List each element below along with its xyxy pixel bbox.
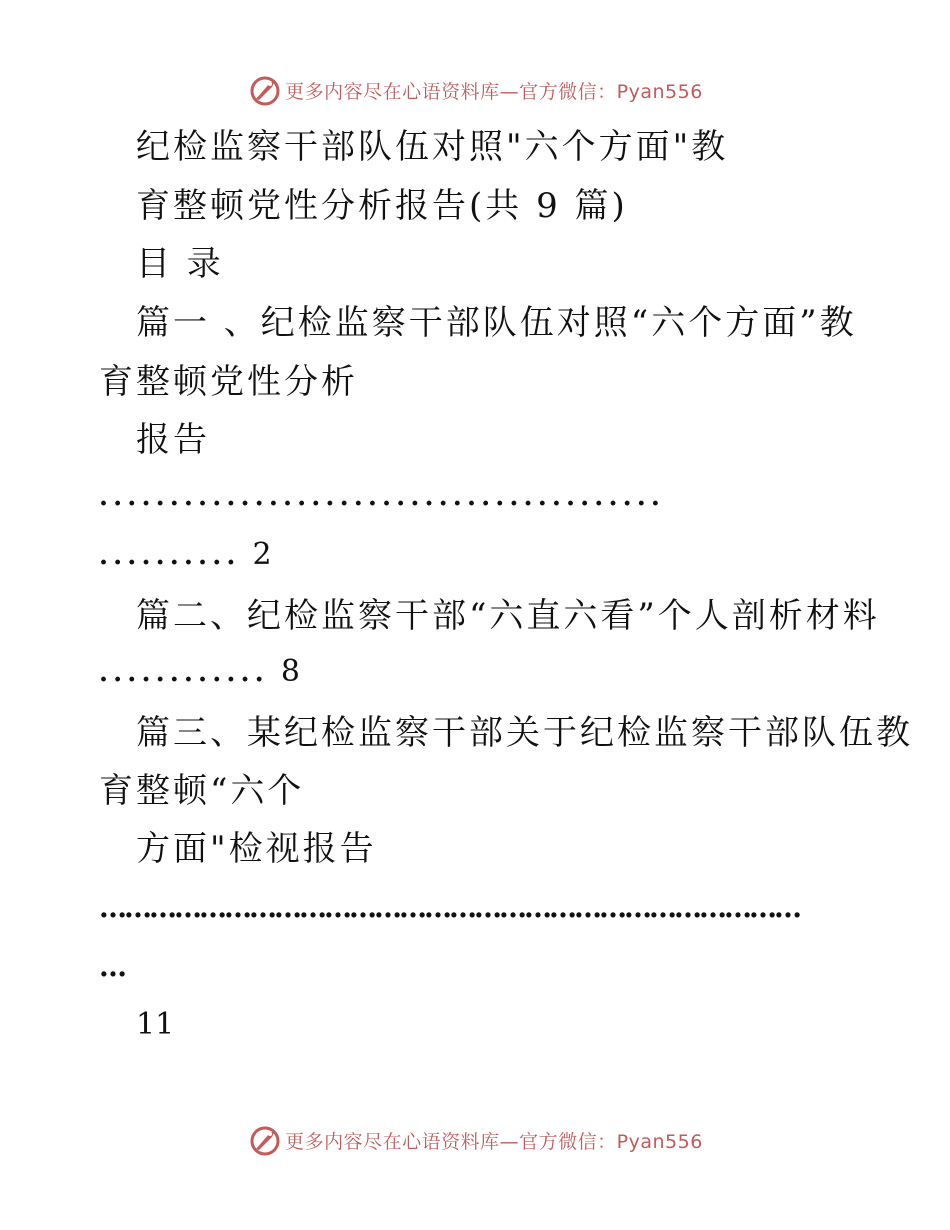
toc-entry-2-page: 8 <box>280 654 300 689</box>
pen-nib-circle-icon <box>247 72 283 108</box>
toc-entry-3-line-3: 方面"检视报告 <box>136 829 377 869</box>
footer-banner <box>0 1122 950 1158</box>
toc-entry-1-line-3: 报告 <box>136 420 210 460</box>
pen-nib-circle-icon <box>247 1122 283 1158</box>
toc-entry-2-line-1: 篇二、纪检监察干部“六直六看”个人剖析材料 <box>136 596 880 636</box>
toc-entry-2-leader-1: ............ 8 <box>99 654 300 689</box>
toc-entry-3-page: 11 <box>136 1007 175 1042</box>
toc-entry-1-leader-2: .......... 2 <box>99 537 272 572</box>
toc-heading: 目 录 <box>136 244 224 284</box>
header-banner-text: 更多内容尽在心语资料库—官方微信：Pyan556 <box>285 80 703 103</box>
document-title-line-2: 育整顿党性分析报告(共 9 篇) <box>136 186 628 226</box>
toc-entry-1-line-2: 育整顿党性分析 <box>99 362 358 402</box>
toc-entry-1-line-1: 篇一 、纪检监察干部队伍对照“六个方面”教 <box>136 303 857 343</box>
toc-entry-3-line-2: 育整顿“六个 <box>99 771 305 811</box>
header-banner <box>0 72 950 108</box>
toc-entry-1-leader-1: ........................................ <box>99 482 666 512</box>
toc-entry-1-page: 2 <box>252 537 272 572</box>
toc-entry-3-line-1: 篇三、某纪检监察干部关于纪检监察干部队伍教 <box>136 713 913 753</box>
footer-banner-text: 更多内容尽在心语资料库—官方微信：Pyan556 <box>285 1130 703 1153</box>
toc-entry-3-leader-1: ………………………………………………………………………… <box>99 891 799 924</box>
toc-entry-3-leader-2: … <box>99 950 127 983</box>
document-title-line-1: 纪检监察干部队伍对照"六个方面"教 <box>136 127 729 167</box>
